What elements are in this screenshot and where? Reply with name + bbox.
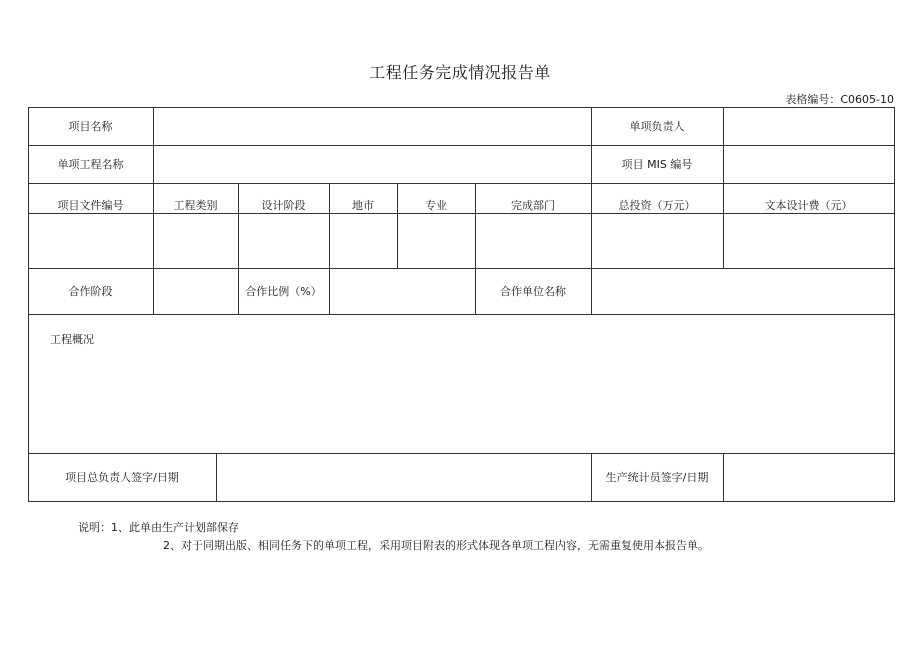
input-item-project-name[interactable] xyxy=(154,146,590,182)
header-design-stage: 设计阶段 xyxy=(261,199,306,212)
input-stats-signature[interactable] xyxy=(724,454,894,501)
form-number: 表格编号：C0605-10 xyxy=(785,93,894,106)
label-project-mis-no: 项目 MIS 编号 xyxy=(621,158,693,171)
input-partner-name[interactable] xyxy=(592,269,894,314)
header-text-design-fee: 文本设计费（元） xyxy=(764,199,853,212)
table-border-bottom xyxy=(28,501,894,502)
header-doc-no: 项目文件编号 xyxy=(57,199,124,212)
input-project-name[interactable] xyxy=(154,108,590,144)
input-project-type[interactable] xyxy=(154,214,238,268)
input-dept[interactable] xyxy=(476,214,591,268)
table-border-right xyxy=(894,107,895,502)
label-project-name: 项目名称 xyxy=(68,120,113,133)
input-cooperation-stage[interactable] xyxy=(154,269,238,314)
label-cooperation-ratio: 合作比例（%） xyxy=(245,285,322,298)
label-cooperation-stage: 合作阶段 xyxy=(68,285,113,298)
header-total-investment: 总投资（万元） xyxy=(618,199,696,212)
row-divider xyxy=(28,314,894,315)
header-specialty: 专业 xyxy=(425,199,447,212)
header-dept: 完成部门 xyxy=(511,199,555,212)
header-city: 地市 xyxy=(352,199,374,212)
label-partner-name: 合作单位名称 xyxy=(500,285,566,298)
input-project-mis-no[interactable] xyxy=(724,146,893,182)
label-stats-signature: 生产统计员签字/日期 xyxy=(605,471,709,484)
input-chief-signature[interactable] xyxy=(217,454,591,501)
label-chief-signature: 项目总负责人签字/日期 xyxy=(65,471,179,484)
note-line-2: 2、对于同期出版、相同任务下的单项工程，采用项目附表的形式体现各单项工程内容，无需重复使用本报告单。 xyxy=(163,539,709,552)
input-cooperation-ratio[interactable] xyxy=(330,269,475,314)
input-total-investment[interactable] xyxy=(592,214,723,268)
input-design-stage[interactable] xyxy=(239,214,329,268)
row-divider xyxy=(28,183,894,184)
input-city[interactable] xyxy=(330,214,397,268)
label-item-leader: 单项负责人 xyxy=(629,120,685,133)
input-text-design-fee[interactable] xyxy=(724,214,894,268)
input-item-leader[interactable] xyxy=(724,108,893,144)
input-specialty[interactable] xyxy=(398,214,475,268)
label-item-project-name: 单项工程名称 xyxy=(57,158,124,171)
header-project-type: 工程类别 xyxy=(173,199,218,212)
label-project-overview: 工程概况 xyxy=(50,333,94,346)
input-project-overview[interactable] xyxy=(29,350,894,453)
input-doc-no[interactable] xyxy=(29,214,153,268)
note-line-1: 说明：1、此单由生产计划部保存 xyxy=(78,521,239,534)
page-title: 工程任务完成情况报告单 xyxy=(369,63,551,82)
